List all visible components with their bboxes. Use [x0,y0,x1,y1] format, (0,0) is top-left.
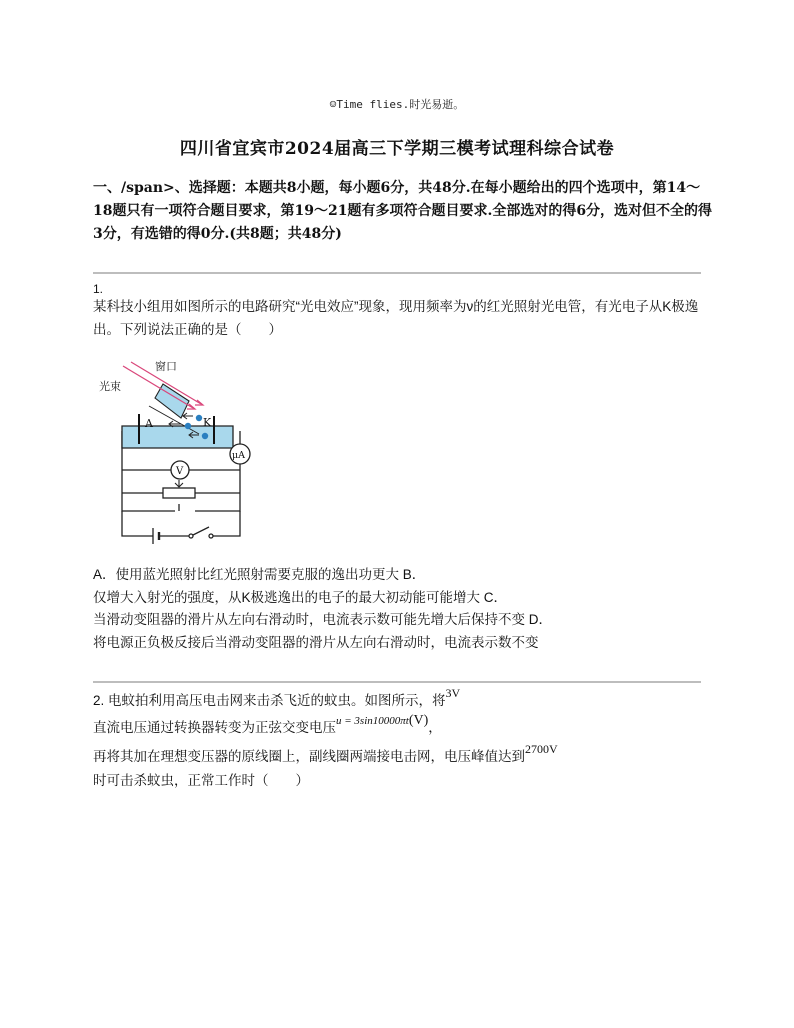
voltmeter [171,461,189,479]
question-1-option: 将电源正负极反接后当滑动变阻器的滑片从左向右滑动时，电流表示数不变 [93,635,539,650]
question-divider [93,681,701,683]
question-2-line [93,742,558,765]
anode-label: A [145,417,153,430]
photoelectric-circuit-diagram [93,356,263,546]
question-1-option: A．使用蓝光照射比红光照射需要克服的逸出功更大 B． [93,567,426,582]
peak-voltage: 2700V [525,742,558,756]
page-title: 四川省宜宾市2024届高三下学期三模考试理科综合试卷 [179,139,615,159]
electron-dot [185,423,191,429]
photoelectric-tube [122,384,233,448]
section-header: 一、/span>、选择题：本题共8小题，每小题6分，共48分.在每小题给出的四个选项中，第14～18题只有一项符合题目要求，第19～21题有多项符合题目要求.全部选对的得6分，选对但不全的得3分，有选错的得0分.(共8题；共48分) [93,180,713,242]
question-2-text: 再将其加在理想变压器的原线圈上，副线圈两端接电击网，电压峰值达到 [93,749,525,764]
electron-dot [196,415,202,421]
window-label: 窗口 [155,360,177,373]
question-1-option: 当滑动变阻器的滑片从左向右滑动时，电流表示数可能先增大后保持不变 D． [93,612,552,627]
voltage-formula: u = 3sin10000πt(V) [336,713,429,728]
question-2-text: 2. 电蚊拍利用高压电击网来击杀飞近的蚊虫。如图所示，将 [93,693,446,708]
question-1-stem: 某科技小组用如图所示的电路研究“光电效应”现象，现用频率为ν的红光照射光电管，有光电子从K极逸出。下列说法正确的是（ ） [93,299,699,337]
question-2-line [93,713,442,737]
question-2-text: 时可击杀蚊虫，正常工作时（ ） [93,773,309,788]
question-divider [93,272,701,274]
question-2-text: 直流电压通过转换器转变为正弦交变电压 [93,720,336,735]
question-2-line [93,769,309,789]
switch [189,527,213,538]
microammeter [230,444,250,464]
question-2-text: ， [428,720,442,735]
beam-label: 光束 [99,380,121,393]
rheostat [163,480,195,498]
battery [153,528,189,544]
question-2-line [93,686,461,709]
input-voltage: 3V [445,686,461,700]
question-1-number: 1. [93,282,104,296]
electron-dot [202,433,208,439]
motto: ☺Time flies.时光易逝。 [329,98,465,111]
microammeter-label: μA [232,450,246,461]
question-1-option: 仅增大入射光的强度，从K极逃逸出的电子的最大初动能可能增大 C． [93,590,508,605]
voltmeter-label: V [176,466,184,477]
cathode-label: K [203,416,212,429]
